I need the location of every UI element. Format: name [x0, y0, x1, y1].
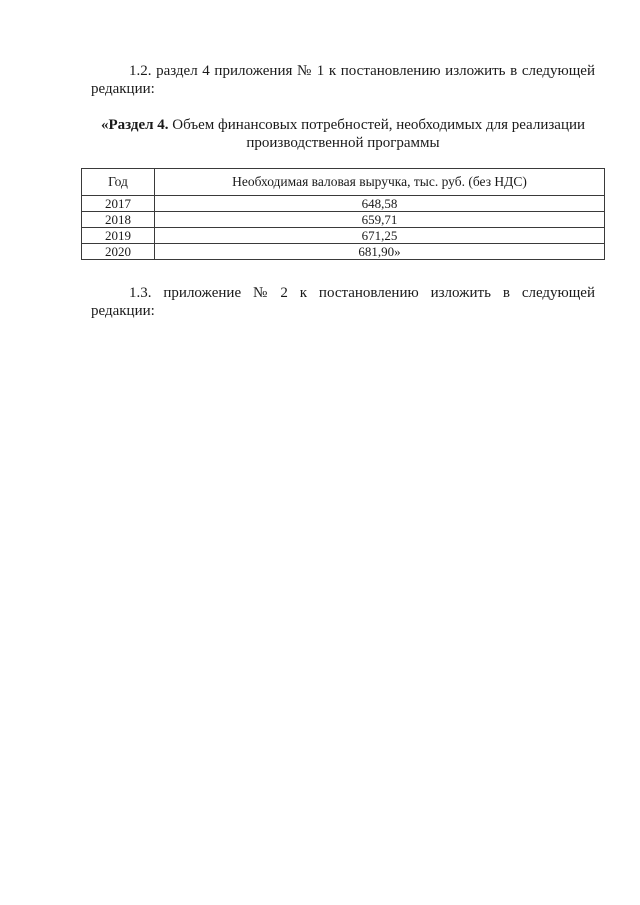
year-cell: 2018: [82, 212, 155, 228]
section-4-heading-line-2: производственной программы: [246, 135, 440, 151]
section-4-heading-text: Объем финансовых потребностей, необходимых для реализации: [168, 117, 586, 133]
revenue-cell: 681,90»: [155, 244, 605, 260]
table-row: [82, 212, 605, 228]
paragraph-1-2-line-2: редакции:: [91, 81, 155, 97]
paragraph-1-2-line-1: 1.2. раздел 4 приложения № 1 к постановлению изложить в следующей: [129, 63, 595, 79]
section-4-heading: [91, 116, 595, 152]
table-row: [82, 196, 605, 212]
revenue-cell: 659,71: [155, 212, 605, 228]
section-4-heading-bold: «Раздел 4.: [100, 117, 169, 133]
paragraph-1-2: [91, 62, 595, 98]
paragraph-1-3: [91, 284, 595, 320]
column-header-year: Год: [82, 169, 155, 196]
table-row: [82, 228, 605, 244]
column-header-revenue: Необходимая валовая выручка, тыс. руб. (без НДС): [155, 169, 605, 196]
year-cell: 2017: [82, 196, 155, 212]
revenue-cell: 671,25: [155, 228, 605, 244]
table-row: [82, 244, 605, 260]
paragraph-1-3-line-1: 1.3. приложение № 2 к постановлению изложить в следующей: [129, 285, 595, 301]
year-cell: 2020: [82, 244, 155, 260]
year-cell: 2019: [82, 228, 155, 244]
table-header-row: [82, 169, 605, 196]
revenue-cell: 648,58: [155, 196, 605, 212]
revenue-table: [81, 168, 605, 260]
paragraph-1-3-line-2: редакции:: [91, 303, 155, 319]
